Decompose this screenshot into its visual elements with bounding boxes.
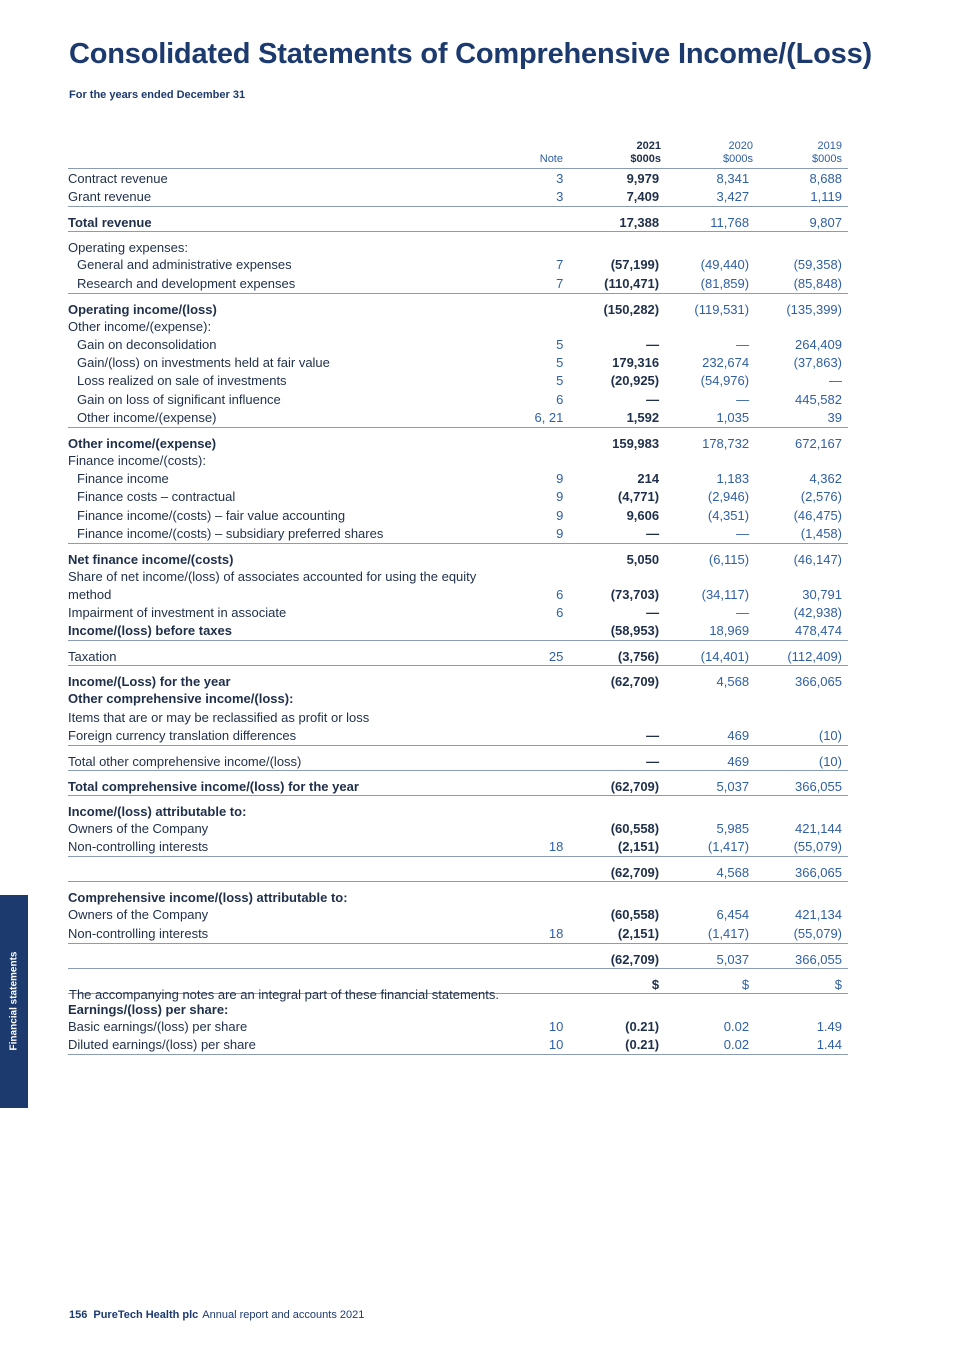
row-note xyxy=(510,943,564,968)
value-2021: 17,388 xyxy=(563,207,659,232)
page-subtitle: For the years ended December 31 xyxy=(69,89,246,101)
page-footer xyxy=(69,1309,364,1321)
row-note xyxy=(510,709,564,727)
value-2021: (150,282) xyxy=(563,293,659,318)
table-row xyxy=(68,666,848,691)
value-2019: (46,147) xyxy=(749,544,848,569)
value-2019: (10) xyxy=(818,727,842,743)
value-2020: (54,976) xyxy=(700,373,750,389)
row-note: 9 xyxy=(556,471,564,487)
value-2019: 1,119 xyxy=(810,189,842,205)
table-row xyxy=(68,428,848,453)
row-label: Finance income/(costs): xyxy=(68,453,206,469)
value-2020: 178,732 xyxy=(659,428,749,453)
row-note xyxy=(510,452,564,470)
row-note xyxy=(510,690,564,708)
row-note: 18 xyxy=(548,839,564,855)
table-row xyxy=(68,746,848,771)
row-label: Share of net income/(loss) of associates accounted for using the equity method xyxy=(68,569,477,603)
row-label: Owners of the Company xyxy=(68,821,209,837)
value-2019 xyxy=(749,452,848,470)
row-label: Finance income/(costs) – subsidiary preferred shares xyxy=(77,525,384,541)
company-name: PureTech Health plc xyxy=(93,1309,199,1321)
table-row xyxy=(68,170,848,188)
value-2019: (46,475) xyxy=(793,507,842,523)
row-note xyxy=(510,882,564,907)
row-note xyxy=(510,796,564,821)
row-note xyxy=(510,293,564,318)
value-2019: (37,863) xyxy=(793,355,842,371)
table-row xyxy=(68,488,848,506)
value-2021 xyxy=(563,318,659,336)
row-note xyxy=(510,968,564,993)
row-note: 9 xyxy=(556,489,564,505)
row-label: Other income/(expense) xyxy=(68,428,510,453)
value-2020: 5,037 xyxy=(659,771,749,796)
table-row xyxy=(68,796,848,821)
value-2021: (60,558) xyxy=(610,821,660,837)
row-label: Total revenue xyxy=(68,207,510,232)
row-note: 5 xyxy=(556,355,564,371)
value-2019 xyxy=(749,232,848,257)
table-row xyxy=(68,452,848,470)
value-2020: 11,768 xyxy=(659,207,749,232)
row-note xyxy=(510,544,564,569)
value-2020 xyxy=(659,318,749,336)
value-2019 xyxy=(749,796,848,821)
value-2020 xyxy=(659,796,749,821)
row-note xyxy=(510,207,564,232)
row-note xyxy=(510,428,564,453)
value-2021: (62,709) xyxy=(563,943,659,968)
value-2020: 3,427 xyxy=(716,189,750,205)
value-2021: (110,471) xyxy=(604,275,660,291)
value-2021: (0.21) xyxy=(625,1037,660,1053)
table-row xyxy=(68,771,848,796)
value-2020: 1,035 xyxy=(716,409,750,425)
value-2021: 9,979 xyxy=(626,171,660,186)
table-row xyxy=(68,857,848,882)
note-header-label: Note xyxy=(539,153,563,165)
row-label: Total comprehensive income/(loss) for the year xyxy=(68,771,510,796)
value-2021: (2,151) xyxy=(617,839,660,855)
table-row xyxy=(68,336,848,354)
value-2021: — xyxy=(646,525,660,541)
value-2020: 8,341 xyxy=(716,171,750,186)
row-note xyxy=(510,820,564,838)
table-row xyxy=(68,709,848,727)
row-note xyxy=(510,666,564,691)
unit-2020: $000s xyxy=(723,153,753,165)
row-note xyxy=(510,771,564,796)
row-label: Finance income/(costs) – fair value accounting xyxy=(77,507,346,523)
value-2020: (1,417) xyxy=(707,839,750,855)
value-2020: 469 xyxy=(727,727,750,743)
value-2020: 232,674 xyxy=(702,355,750,371)
value-2021: 179,316 xyxy=(612,355,660,371)
table-row xyxy=(68,525,848,544)
year-2019: 2019 xyxy=(817,140,842,152)
year-2021: 2021 xyxy=(636,140,661,152)
table-row xyxy=(68,318,848,336)
value-2019: 672,167 xyxy=(749,428,848,453)
row-note: 10 xyxy=(548,1018,564,1034)
value-2021: 159,983 xyxy=(563,428,659,453)
row-label: Foreign currency translation differences xyxy=(68,727,297,743)
row-label: General and administrative expenses xyxy=(77,257,292,273)
value-2020: (4,351) xyxy=(707,507,750,523)
table-row xyxy=(68,232,848,257)
value-2021: (4,771) xyxy=(617,489,660,505)
row-note xyxy=(510,857,564,882)
value-2021: 9,606 xyxy=(626,507,660,523)
row-label xyxy=(68,857,510,882)
row-note: 5 xyxy=(556,337,564,353)
value-2019: (10) xyxy=(749,746,848,771)
table-row xyxy=(68,1018,848,1036)
table-row xyxy=(68,256,848,274)
row-label: Other income/(expense) xyxy=(77,409,217,425)
value-2019: (1,458) xyxy=(800,525,842,541)
value-2020 xyxy=(659,709,749,727)
table-row xyxy=(68,470,848,488)
row-label: Non-controlling interests xyxy=(68,925,209,941)
row-label xyxy=(68,943,510,968)
value-2021: — xyxy=(646,337,660,353)
value-2021: (58,953) xyxy=(610,623,660,639)
row-label: Taxation xyxy=(68,641,510,666)
row-note xyxy=(510,622,564,641)
value-2020: 4,568 xyxy=(659,857,749,882)
table-row xyxy=(68,354,848,372)
row-label: Contract revenue xyxy=(68,171,168,186)
value-2020: (1,417) xyxy=(707,925,750,941)
value-2021: (0.21) xyxy=(625,1018,660,1034)
value-2020: (34,117) xyxy=(701,587,750,603)
value-2021 xyxy=(563,690,659,708)
col-header-note xyxy=(508,153,563,166)
value-2020: 6,454 xyxy=(716,907,750,923)
value-2021: (2,151) xyxy=(617,925,660,941)
table-row xyxy=(68,604,848,622)
value-2019: (112,409) xyxy=(749,641,848,666)
row-label: Comprehensive income/(loss) attributable to: xyxy=(68,882,510,907)
header-rule xyxy=(68,168,848,169)
value-2020: 469 xyxy=(659,746,749,771)
value-2019: (135,399) xyxy=(749,293,848,318)
table-row xyxy=(68,188,848,207)
row-label: Income/(loss) before taxes xyxy=(68,623,232,639)
table-row xyxy=(68,925,848,944)
value-2019: 9,807 xyxy=(749,207,848,232)
table-row xyxy=(68,293,848,318)
table-row xyxy=(68,820,848,838)
value-2020 xyxy=(659,232,749,257)
unit-2019: $000s xyxy=(812,153,842,165)
value-2021 xyxy=(563,993,659,1018)
value-2020: 18,969 xyxy=(709,623,750,639)
value-2021: — xyxy=(646,605,660,621)
row-note: 3 xyxy=(556,189,564,205)
row-note: 6 xyxy=(556,587,564,603)
row-label: Gain on deconsolidation xyxy=(77,337,217,353)
row-label: Income/(Loss) for the year xyxy=(68,666,510,691)
row-note: 6 xyxy=(556,605,564,621)
value-2021: (57,199) xyxy=(610,257,660,273)
row-note: 10 xyxy=(548,1037,564,1053)
value-2021: $ xyxy=(563,968,659,993)
value-2019: (42,938) xyxy=(793,605,842,621)
table-row xyxy=(68,838,848,857)
value-2020: 0.02 xyxy=(723,1037,750,1053)
value-2021 xyxy=(563,232,659,257)
row-note xyxy=(510,318,564,336)
value-2021: (73,703) xyxy=(610,587,660,603)
value-2019: — xyxy=(829,373,842,389)
value-2020: (14,401) xyxy=(659,641,749,666)
row-label: Research and development expenses xyxy=(77,275,296,291)
value-2021: — xyxy=(646,391,660,407)
value-2020: $ xyxy=(659,968,749,993)
value-2020: (81,859) xyxy=(700,275,750,291)
value-2019: 421,134 xyxy=(795,907,842,923)
row-note xyxy=(510,727,564,746)
side-tab-label: Financial statements xyxy=(8,951,20,1051)
table-row xyxy=(68,690,848,708)
table-row xyxy=(68,882,848,907)
value-2019: (59,358) xyxy=(793,257,842,273)
value-2020: 0.02 xyxy=(723,1018,750,1034)
table-row xyxy=(68,507,848,525)
value-2021: — xyxy=(646,727,660,743)
col-header-2019 xyxy=(753,140,842,166)
value-2019: 1.44 xyxy=(816,1037,842,1053)
col-header-2020 xyxy=(661,140,753,166)
row-label: Income/(loss) attributable to: xyxy=(68,796,510,821)
row-label: Impairment of investment in associate xyxy=(68,605,287,621)
row-label: Total other comprehensive income/(loss) xyxy=(68,746,510,771)
value-2019: 264,409 xyxy=(795,337,842,353)
row-note: 9 xyxy=(556,525,564,541)
value-2020: (49,440) xyxy=(700,257,750,273)
row-label: Loss realized on sale of investments xyxy=(77,373,287,389)
value-2021: — xyxy=(563,746,659,771)
value-2020: 4,568 xyxy=(659,666,749,691)
value-2020: (119,531) xyxy=(659,293,749,318)
value-2019: 366,065 xyxy=(749,857,848,882)
value-2019 xyxy=(749,993,848,1018)
value-2019 xyxy=(749,882,848,907)
row-note xyxy=(510,746,564,771)
value-2021: (62,709) xyxy=(563,857,659,882)
row-label: Finance costs – contractual xyxy=(77,489,236,505)
row-label: Earnings/(loss) per share: xyxy=(68,993,510,1018)
value-2021 xyxy=(563,452,659,470)
value-2019: (55,079) xyxy=(793,839,842,855)
row-note: 18 xyxy=(548,925,564,941)
table-row xyxy=(68,372,848,390)
value-2020: — xyxy=(736,337,750,353)
value-2020: — xyxy=(736,391,750,407)
row-note xyxy=(510,993,564,1018)
value-2019 xyxy=(749,318,848,336)
row-label: Other income/(expense): xyxy=(68,318,212,334)
table-row xyxy=(68,641,848,666)
table-row xyxy=(68,906,848,924)
table-row xyxy=(68,207,848,232)
value-2019: 39 xyxy=(827,409,842,425)
value-2019: 366,055 xyxy=(749,771,848,796)
table-row xyxy=(68,409,848,428)
value-2019: 30,791 xyxy=(802,587,842,603)
page-title: Consolidated Statements of Comprehensive Income/(Loss) xyxy=(69,38,872,70)
value-2019: 366,065 xyxy=(749,666,848,691)
value-2020: — xyxy=(736,525,750,541)
value-2021: 7,409 xyxy=(626,189,660,205)
table-row xyxy=(68,727,848,746)
value-2019: 1.49 xyxy=(816,1018,842,1034)
footnote: The accompanying notes are an integral part of these financial statements. xyxy=(69,987,499,1002)
row-label: Operating income/(loss) xyxy=(68,293,510,318)
row-note xyxy=(510,232,564,257)
row-label: Other comprehensive income/(loss): xyxy=(68,691,294,707)
value-2021: (62,709) xyxy=(563,666,659,691)
row-note: 3 xyxy=(556,171,564,186)
value-2019: (85,848) xyxy=(793,275,842,291)
value-2020 xyxy=(659,690,749,708)
table-row xyxy=(68,391,848,409)
value-2021: 1,592 xyxy=(626,409,660,425)
page-number: 156 xyxy=(69,1309,88,1321)
value-2020: 1,183 xyxy=(716,471,750,487)
table-row xyxy=(68,568,848,604)
row-note: 6 xyxy=(556,391,564,407)
row-label: Non-controlling interests xyxy=(68,839,209,855)
value-2021: (3,756) xyxy=(563,641,659,666)
col-header-2021 xyxy=(563,140,661,166)
row-label: Finance income xyxy=(77,471,169,487)
row-label: Owners of the Company xyxy=(68,907,209,923)
value-2020 xyxy=(659,452,749,470)
value-2021: (60,558) xyxy=(610,907,660,923)
value-2019 xyxy=(749,690,848,708)
table-row xyxy=(68,1036,848,1055)
document-name: Annual report and accounts 2021 xyxy=(202,1309,365,1321)
value-2021 xyxy=(563,709,659,727)
row-label: Net finance income/(costs) xyxy=(68,544,510,569)
row-label: Gain on loss of significant influence xyxy=(77,391,281,407)
row-note: 5 xyxy=(556,373,564,389)
income-statement-table xyxy=(68,170,848,1055)
value-2019: 8,688 xyxy=(809,171,842,186)
row-note: 7 xyxy=(556,275,564,291)
value-2020: 5,985 xyxy=(716,821,750,837)
value-2021: (62,709) xyxy=(563,771,659,796)
value-2021 xyxy=(563,796,659,821)
row-note: 6, 21 xyxy=(534,409,564,425)
row-label: Grant revenue xyxy=(68,189,152,205)
table-row xyxy=(68,275,848,294)
table-row xyxy=(68,544,848,569)
value-2021: 5,050 xyxy=(563,544,659,569)
row-note xyxy=(510,906,564,924)
table-row xyxy=(68,622,848,641)
value-2019: 478,474 xyxy=(795,623,842,639)
value-2020 xyxy=(659,882,749,907)
value-2020 xyxy=(659,993,749,1018)
row-label: Operating expenses: xyxy=(68,232,510,257)
value-2019: 421,144 xyxy=(795,821,842,837)
value-2020: — xyxy=(736,605,750,621)
row-label: Gain/(loss) on investments held at fair value xyxy=(77,355,330,371)
value-2019: 4,362 xyxy=(809,471,842,487)
unit-2021: $000s xyxy=(630,153,661,165)
value-2019: 366,055 xyxy=(749,943,848,968)
year-2020: 2020 xyxy=(728,140,753,152)
value-2019: $ xyxy=(749,968,848,993)
row-note: 9 xyxy=(556,507,564,523)
value-2019: (55,079) xyxy=(793,925,842,941)
value-2020: (6,115) xyxy=(659,544,749,569)
row-note: 25 xyxy=(510,641,564,666)
row-note: 7 xyxy=(556,257,564,273)
value-2019 xyxy=(749,709,848,727)
row-label: Diluted earnings/(loss) per share xyxy=(68,1037,256,1053)
value-2020: 5,037 xyxy=(659,943,749,968)
value-2021: (20,925) xyxy=(610,373,660,389)
value-2019: 445,582 xyxy=(795,391,842,407)
value-2020: (2,946) xyxy=(707,489,750,505)
value-2019: (2,576) xyxy=(800,489,842,505)
row-label: Items that are or may be reclassified as profit or loss xyxy=(68,709,370,725)
value-2021: 214 xyxy=(637,471,660,487)
value-2021 xyxy=(563,882,659,907)
row-label: Basic earnings/(loss) per share xyxy=(68,1018,248,1034)
section-side-tab xyxy=(0,895,28,1108)
table-row xyxy=(68,943,848,968)
